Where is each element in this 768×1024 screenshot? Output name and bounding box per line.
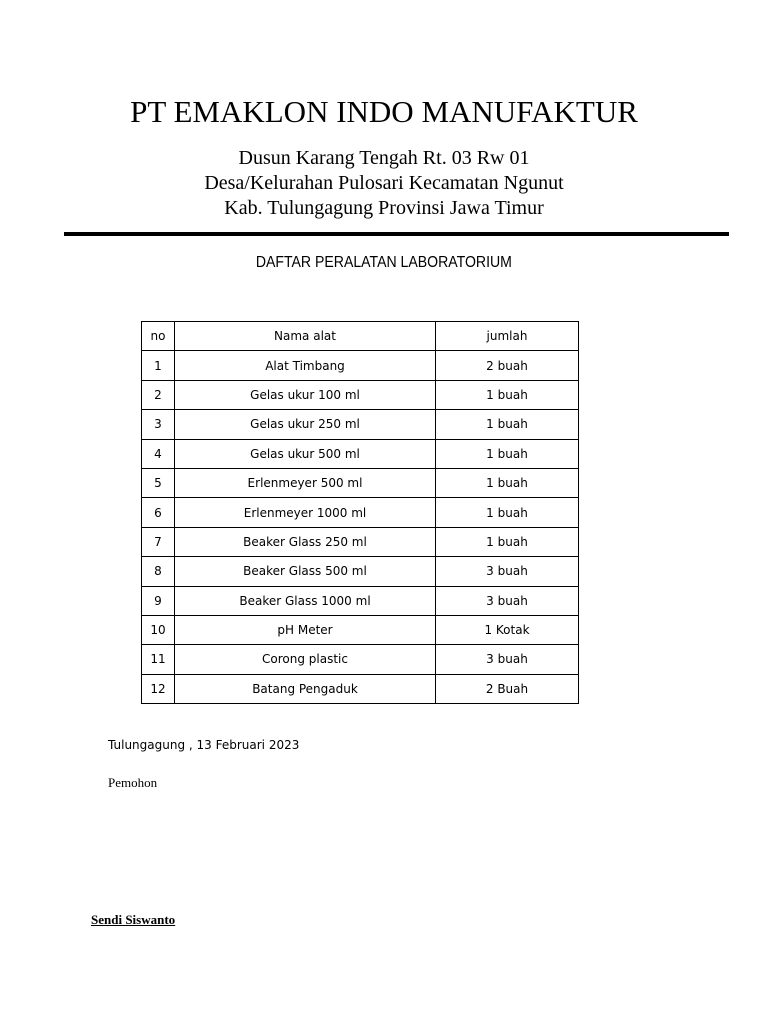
table-row bbox=[142, 615, 579, 644]
cell-item-name: Gelas ukur 250 ml bbox=[175, 410, 436, 439]
cell-no: 2 bbox=[142, 380, 175, 409]
table-row bbox=[142, 645, 579, 674]
cell-item-name: Beaker Glass 500 ml bbox=[175, 557, 436, 586]
company-name: PT EMAKLON INDO MANUFAKTUR bbox=[130, 94, 638, 129]
cell-quantity: 3 buah bbox=[436, 645, 579, 674]
applicant-label: Pemohon bbox=[108, 775, 158, 790]
cell-quantity: 1 Kotak bbox=[436, 615, 579, 644]
cell-quantity: 1 buah bbox=[436, 498, 579, 527]
cell-item-name: Erlenmeyer 500 ml bbox=[175, 468, 436, 497]
cell-item-name: Corong plastic bbox=[175, 645, 436, 674]
table-row bbox=[142, 439, 579, 468]
cell-quantity: 3 buah bbox=[436, 557, 579, 586]
table-row bbox=[142, 586, 579, 615]
cell-item-name: Gelas ukur 100 ml bbox=[175, 380, 436, 409]
table-row bbox=[142, 380, 579, 409]
cell-item-name: Batang Pengaduk bbox=[175, 674, 436, 703]
address-line-1: Dusun Karang Tengah Rt. 03 Rw 01 bbox=[238, 147, 530, 169]
cell-no: 12 bbox=[142, 674, 175, 703]
cell-quantity: 1 buah bbox=[436, 468, 579, 497]
cell-item-name: pH Meter bbox=[175, 615, 436, 644]
cell-item-name: Erlenmeyer 1000 ml bbox=[175, 498, 436, 527]
cell-item-name: Gelas ukur 500 ml bbox=[175, 439, 436, 468]
table-row bbox=[142, 527, 579, 556]
cell-quantity: 2 Buah bbox=[436, 674, 579, 703]
cell-quantity: 1 buah bbox=[436, 380, 579, 409]
company-address bbox=[0, 146, 768, 221]
header-quantity: jumlah bbox=[436, 322, 579, 351]
address-line-2: Desa/Kelurahan Pulosari Kecamatan Ngunut bbox=[204, 172, 564, 194]
table-row bbox=[142, 468, 579, 497]
table-row bbox=[142, 351, 579, 380]
header-no: no bbox=[142, 322, 175, 351]
cell-no: 7 bbox=[142, 527, 175, 556]
equipment-table bbox=[141, 321, 579, 704]
table-header-row bbox=[142, 322, 579, 351]
cell-no: 3 bbox=[142, 410, 175, 439]
table-row bbox=[142, 557, 579, 586]
address-line-3: Kab. Tulungagung Provinsi Jawa Timur bbox=[224, 197, 544, 219]
cell-no: 10 bbox=[142, 615, 175, 644]
cell-no: 1 bbox=[142, 351, 175, 380]
cell-no: 6 bbox=[142, 498, 175, 527]
cell-quantity: 3 buah bbox=[436, 586, 579, 615]
applicant-name: Sendi Siswanto bbox=[91, 912, 176, 927]
cell-quantity: 1 buah bbox=[436, 439, 579, 468]
letterhead-divider bbox=[64, 232, 729, 236]
cell-item-name: Alat Timbang bbox=[175, 351, 436, 380]
cell-quantity: 1 buah bbox=[436, 527, 579, 556]
header-item-name: Nama alat bbox=[175, 322, 436, 351]
cell-no: 4 bbox=[142, 439, 175, 468]
cell-quantity: 2 buah bbox=[436, 351, 579, 380]
cell-no: 11 bbox=[142, 645, 175, 674]
cell-no: 9 bbox=[142, 586, 175, 615]
cell-item-name: Beaker Glass 1000 ml bbox=[175, 586, 436, 615]
cell-no: 8 bbox=[142, 557, 175, 586]
table-row bbox=[142, 674, 579, 703]
cell-item-name: Beaker Glass 250 ml bbox=[175, 527, 436, 556]
table-row bbox=[142, 498, 579, 527]
document-title: DAFTAR PERALATAN LABORATORIUM bbox=[255, 254, 512, 271]
table-row bbox=[142, 410, 579, 439]
cell-quantity: 1 buah bbox=[436, 410, 579, 439]
cell-no: 5 bbox=[142, 468, 175, 497]
place-and-date: Tulungagung , 13 Februari 2023 bbox=[108, 738, 300, 752]
